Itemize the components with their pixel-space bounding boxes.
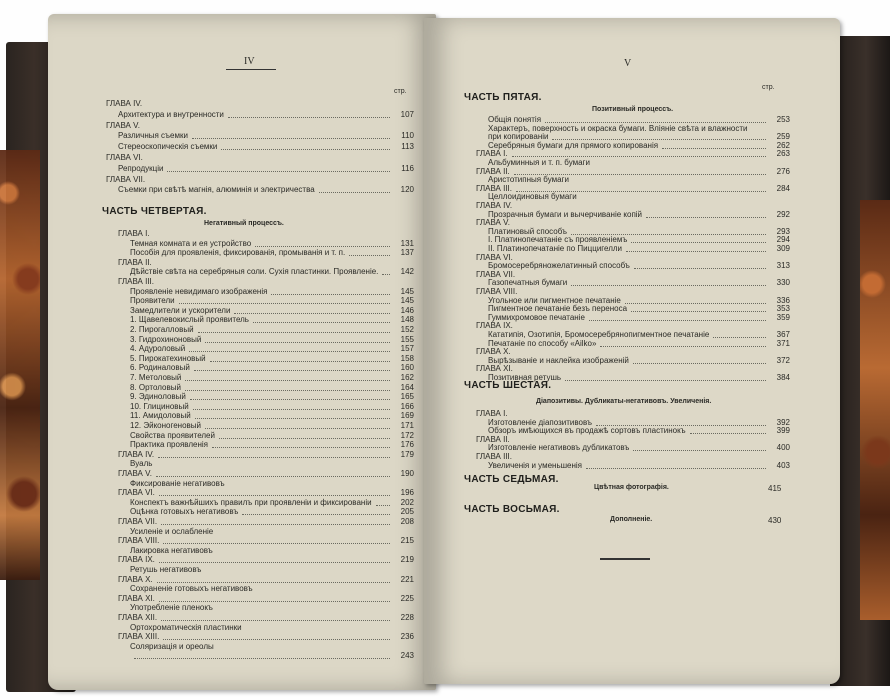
toc-leader-dots: [319, 186, 390, 193]
toc-row: [118, 566, 414, 576]
toc-leader-dots: [633, 357, 766, 364]
toc-leader-dots: [571, 279, 766, 286]
toc-entry-label: 11. Амидоловый: [130, 411, 191, 421]
part-six-heading: ЧАСТЬ ШЕСТАЯ.: [464, 380, 552, 391]
toc-entry-label: Свойства проявителей: [130, 430, 215, 440]
toc-chapter-label: ГЛАВА III.: [476, 452, 512, 461]
marbled-edge-left: [0, 150, 40, 580]
toc-page-number: 142: [400, 267, 414, 277]
toc-page-number: 164: [400, 382, 414, 392]
toc-leader-dots: [205, 422, 390, 429]
toc-page-number: 171: [400, 421, 414, 430]
toc-chapter-label: ГЛАВА XI.: [118, 593, 155, 603]
toc-entry-label: Ортохроматическiя пластинки: [130, 622, 242, 632]
toc-chapter-label: ГЛАВА VIII.: [476, 287, 518, 296]
toc-row: [118, 643, 414, 653]
toc-leader-dots: [185, 384, 390, 391]
toc-chapter-label: ГЛАВА X.: [476, 347, 511, 357]
toc-chapter-label: ГЛАВА XIII.: [118, 632, 160, 642]
toc-page-number: 196: [400, 488, 414, 498]
toc-leader-dots: [571, 228, 766, 235]
part-seven-page: 415: [768, 484, 782, 493]
toc-page-number: 276: [776, 166, 790, 176]
marbled-edge-right: [860, 200, 890, 620]
toc-page-number: 372: [776, 355, 790, 365]
toc-chapter-label: ГЛАВА V.: [118, 469, 152, 478]
toc-entry-label: Обзоръ имѣющихся въ продажѣ сортовъ пластинокъ: [488, 426, 686, 436]
toc-entry-label: Изготовленiе негативовъ дубликатовъ: [488, 443, 630, 453]
toc-leader-dots: [514, 168, 766, 175]
toc-page-number: 179: [400, 449, 414, 459]
toc-entry-label: Соляризацiя и ореолы: [130, 641, 214, 651]
toc-row: [118, 547, 414, 557]
toc-entry-label: Пигментное печатанiе безъ переноса: [488, 304, 628, 314]
toc-leader-dots: [167, 165, 390, 172]
toc-page-number: 403: [776, 460, 790, 470]
toc-entry-label: при копированiи: [488, 132, 549, 142]
toc-chapter-label: ГЛАВА II.: [118, 257, 152, 267]
toc-row: [106, 143, 414, 153]
toc-page-number: 359: [776, 312, 790, 322]
toc-leader-dots: [193, 403, 390, 410]
toc-entry-label: Оцѣнка готовыхъ негативовъ: [130, 507, 239, 517]
toc-chapter-label: ГЛАВА VII.: [106, 174, 146, 184]
toc-entry-label: Общiя понятiя: [488, 115, 542, 124]
toc-entry-label: Проявители: [130, 296, 175, 306]
toc-row: [106, 111, 414, 121]
toc-leader-dots: [163, 537, 390, 544]
toc-leader-dots: [190, 393, 390, 400]
toc-page-number: 219: [400, 555, 414, 565]
toc-leader-dots: [189, 345, 390, 352]
toc-row: [118, 249, 414, 259]
toc-chapter-label: ГЛАВА I.: [476, 149, 508, 159]
toc-entry-label: Целлоидиновыя бумаги: [488, 192, 577, 202]
toc-chapter-label: ГЛАВА VI.: [106, 153, 143, 162]
toc-entry-label: Бромосеребряножелатинный способъ: [488, 261, 630, 271]
toc-page-number: 176: [400, 440, 414, 450]
toc-leader-dots: [552, 133, 766, 140]
toc-entry-label: Прозрачныя бумаги и вычерчиванiе копiй: [488, 209, 643, 219]
toc-leader-dots: [234, 307, 390, 314]
toc-row: [118, 441, 414, 451]
toc-page-number: 110: [401, 131, 414, 141]
toc-leader-dots: [134, 652, 390, 659]
toc-page-number: 145: [400, 286, 414, 296]
toc-leader-dots: [163, 633, 390, 640]
toc-leader-dots: [713, 331, 766, 338]
toc-page-number: 169: [400, 411, 414, 421]
toc-chapter-label: ГЛАВА VII.: [118, 517, 158, 526]
toc-leader-dots: [219, 432, 390, 439]
part-four-subheading: Негативный процессъ.: [204, 220, 284, 227]
toc-chapter-label: ГЛАВА XII.: [118, 613, 158, 622]
toc-chapter-label: ГЛАВА VII.: [476, 269, 516, 279]
toc-leader-dots: [631, 305, 766, 312]
toc-entry-label: Пособiя для проявленiя, фиксированiя, промыванiя и т. п.: [130, 248, 346, 258]
toc-chapter-label: ГЛАВА III.: [476, 183, 512, 193]
toc-chapter-label: ГЛАВА II.: [476, 166, 510, 176]
toc-row: [106, 122, 414, 132]
part-eight-heading: ЧАСТЬ ВОСЬМАЯ.: [464, 504, 560, 515]
toc-leader-dots: [646, 211, 766, 218]
toc-page-number: 113: [401, 142, 414, 152]
page-column-header: стр.: [394, 88, 407, 95]
toc-leader-dots: [253, 316, 390, 323]
toc-entry-label: Аристотипныя бумаги: [488, 175, 569, 185]
toc-page-number: 158: [400, 353, 414, 363]
toc-row: [118, 604, 414, 614]
toc-page-number: 160: [400, 363, 414, 373]
toc-page-number: 137: [400, 248, 414, 258]
toc-row: [118, 652, 414, 662]
toc-leader-dots: [161, 518, 390, 525]
toc-entry-label: Серебряныя бумаги для прямого копированiя: [488, 140, 659, 150]
toc-chapter-label: ГЛАВА IV.: [476, 201, 513, 210]
toc-leader-dots: [586, 462, 766, 469]
toc-row: [118, 268, 414, 278]
part-six-subheading: Дiапозитивы. Дубликаты-негативовъ. Увеличенiя.: [536, 398, 712, 405]
toc-leader-dots: [662, 142, 766, 149]
toc-page-number: 228: [400, 613, 414, 622]
toc-page-number: 263: [776, 149, 790, 159]
toc-page-number: 148: [400, 315, 414, 325]
toc-leader-dots: [210, 355, 390, 362]
toc-leader-dots: [271, 288, 390, 295]
part-four-heading: ЧАСТЬ ЧЕТВЕРТАЯ.: [102, 206, 207, 217]
toc-page-number: 284: [776, 183, 790, 193]
toc-page-number: 399: [776, 426, 790, 436]
toc-leader-dots: [221, 143, 390, 150]
toc-entry-label: Вуаль: [130, 459, 153, 469]
toc-page-number: 208: [400, 517, 414, 526]
toc-leader-dots: [633, 444, 766, 451]
toc-page-number: 294: [776, 235, 790, 245]
toc-chapter-label: ГЛАВА V.: [476, 218, 510, 228]
toc-page-number: 190: [400, 469, 414, 478]
toc-entry-label: Характеръ, поверхность и окраска бумаги. Влiянiе свѣта и влажности: [488, 123, 748, 133]
toc-chapter-label: ГЛАВА IX.: [476, 321, 513, 331]
toc-leader-dots: [195, 412, 390, 419]
toc-page-number: 205: [400, 507, 414, 517]
toc-entry-label: Сохраненiе готовыхъ негативовъ: [130, 584, 253, 594]
toc-entry-label: Гуммихромовое печатанiе: [488, 312, 585, 322]
toc-row: [106, 132, 414, 142]
toc-row: [106, 154, 414, 164]
left-page-number: IV: [244, 56, 255, 67]
part-eight-title: Дополненiе.: [610, 516, 653, 523]
toc-leader-dots: [158, 451, 390, 458]
toc-leader-dots: [185, 374, 390, 381]
toc-entry-label: Темная комната и ея устройство: [130, 238, 252, 248]
toc-row: [118, 480, 414, 490]
toc-entry-label: 6. Родиналовый: [130, 363, 190, 373]
toc-row: [118, 508, 414, 518]
toc-chapter-label: ГЛАВА I.: [118, 229, 150, 238]
toc-row: [118, 451, 414, 461]
toc-page-number: 225: [400, 593, 414, 603]
toc-chapter-label: ГЛАВА VI.: [476, 252, 513, 262]
toc-page-number: 293: [776, 226, 790, 236]
toc-page-number: 259: [776, 132, 790, 142]
toc-entry-label: Увеличенiя и уменьшенiя: [488, 460, 583, 470]
toc-leader-dots: [349, 249, 390, 256]
toc-entry-label: Газопечатныя бумаги: [488, 278, 568, 288]
toc-entry-label: II. Платинопечатанiе по Пиццигелли: [488, 244, 623, 253]
toc-chapter-label: ГЛАВА VIII.: [118, 536, 160, 546]
page-number-rule: [226, 69, 276, 70]
toc-leader-dots: [179, 297, 390, 304]
toc-entry-label: Фиксированiе негативовъ: [130, 478, 225, 488]
page-column-header: стр.: [762, 84, 775, 91]
toc-leader-dots: [625, 297, 766, 304]
toc-page-number: 165: [400, 392, 414, 402]
toc-leader-dots: [596, 419, 766, 426]
toc-leader-dots: [512, 150, 766, 157]
toc-entry-label: 7. Метоловый: [130, 373, 182, 382]
toc-entry-label: Конспектъ важнѣйшихъ правилъ при проявленiи и фиксированiи: [130, 497, 372, 507]
toc-page-number: 202: [400, 497, 414, 507]
toc-leader-dots: [255, 240, 390, 247]
toc-page-number: 367: [776, 330, 790, 339]
toc-leader-dots: [600, 340, 766, 347]
toc-entry-label: Различныя съемки: [118, 131, 188, 141]
toc-page-number: 236: [400, 632, 414, 642]
toc-page-number: 155: [400, 334, 414, 344]
toc-page-number: 371: [776, 338, 790, 348]
toc-leader-dots: [156, 470, 390, 477]
toc-entry-label: Репродукцiи: [118, 163, 164, 173]
toc-entry-label: Кататипiя, Озотипiя, Бромосеребрянопигментное печатанiе: [488, 330, 710, 339]
toc-row: [118, 585, 414, 595]
toc-chapter-label: ГЛАВА X.: [118, 574, 153, 584]
toc-entry-label: Проявленiе невидимаго изображенiя: [130, 286, 268, 296]
toc-entry-label: Ретушь негативовъ: [130, 565, 202, 574]
toc-entry-label: Альбуминныя и т. п. бумаги: [488, 158, 590, 167]
toc-leader-dots: [194, 364, 390, 371]
toc-row: [476, 462, 790, 472]
toc-leader-dots: [159, 556, 390, 563]
toc-page-number: 131: [400, 238, 414, 248]
toc-row: [106, 165, 414, 175]
toc-entry-label: 2. Пирогалловый: [130, 325, 194, 334]
toc-leader-dots: [382, 268, 390, 275]
toc-row: [106, 100, 414, 110]
toc-entry-label: Практика проявленiя: [130, 440, 208, 450]
toc-leader-dots: [634, 262, 766, 269]
toc-page-number: 120: [400, 185, 414, 195]
toc-page-number: 400: [776, 443, 790, 453]
toc-entry-label: Замедлители и ускорители: [130, 305, 231, 315]
toc-leader-dots: [228, 111, 390, 118]
toc-leader-dots: [376, 499, 390, 506]
toc-row: [118, 528, 414, 538]
toc-entry-label: Позитивная ретушь: [488, 373, 562, 382]
toc-entry-label: 12. Эйконогеновый: [130, 421, 201, 430]
toc-leader-dots: [690, 427, 766, 434]
toc-entry-label: Усиленiе и ослабленiе: [130, 526, 214, 536]
toc-entry-label: 1. Щавелевокислый проявитель: [130, 315, 249, 325]
part-five-heading: ЧАСТЬ ПЯТАЯ.: [464, 92, 542, 103]
toc-entry-label: I. Платинопечатанiе съ проявленiемъ: [488, 235, 628, 245]
toc-entry-label: 8. Ортоловый: [130, 382, 181, 392]
toc-chapter-label: ГЛАВА V.: [106, 120, 140, 130]
toc-entry-label: Съемки при свѣтѣ магнiя, алюминiя и электричества: [118, 185, 315, 195]
right-page-number: V: [624, 58, 632, 69]
toc-entry-label: Изготовленiе дiапозитивовъ: [488, 417, 592, 427]
toc-chapter-label: ГЛАВА IV.: [118, 449, 155, 459]
toc-page-number: 353: [776, 304, 790, 314]
toc-page-number: 309: [776, 244, 790, 253]
toc-chapter-label: ГЛАВА IV.: [106, 99, 143, 108]
toc-chapter-label: ГЛАВА III.: [118, 277, 154, 286]
toc-entry-label: Дѣйствiе свѣта на серебряныя соли. Сухiя пластинки. Проявленiе.: [130, 267, 379, 277]
toc-chapter-label: ГЛАВА VI.: [118, 488, 155, 498]
toc-leader-dots: [198, 326, 390, 333]
toc-chapter-label: ГЛАВА I.: [476, 409, 508, 418]
toc-page-number: 146: [400, 305, 414, 315]
toc-chapter-label: ГЛАВА IX.: [118, 555, 155, 565]
toc-page-number: 253: [776, 115, 790, 124]
toc-leader-dots: [589, 314, 766, 321]
toc-page-number: 221: [400, 574, 414, 584]
toc-page-number: 107: [400, 109, 414, 119]
toc-entry-label: Печатанiе по способу «Ailko»: [488, 338, 597, 348]
toc-entry-label: 3. Гидрохиноновый: [130, 334, 202, 344]
toc-leader-dots: [242, 508, 390, 515]
left-page: [48, 14, 436, 690]
part-seven-heading: ЧАСТЬ СЕДЬМАЯ.: [464, 474, 559, 485]
toc-leader-dots: [157, 576, 390, 583]
toc-leader-dots: [161, 614, 390, 621]
toc-chapter-label: ГЛАВА XI.: [476, 364, 513, 374]
toc-page-number: 215: [400, 536, 414, 546]
toc-page-number: 392: [776, 417, 790, 427]
toc-page-number: 166: [400, 401, 414, 411]
toc-entry-label: 9. Эдиноловый: [130, 392, 186, 402]
toc-entry-label: Платиновый способъ: [488, 226, 568, 236]
toc-page-number: 162: [400, 373, 414, 382]
toc-entry-label: Вырѣзыванiе и наклейка изображенiй: [488, 355, 629, 365]
right-page: [424, 18, 840, 684]
toc-entry-label: Угольное или пигментное печатанiе: [488, 295, 621, 305]
toc-row: [118, 624, 414, 634]
toc-page-number: 292: [776, 209, 790, 219]
toc-page-number: 336: [776, 295, 790, 305]
toc-page-number: 157: [400, 344, 414, 354]
toc-row: [106, 176, 414, 186]
toc-entry-label: 5. Пирокатехиновый: [130, 353, 206, 363]
part-eight-page: 430: [768, 516, 782, 525]
toc-page-number: 116: [401, 163, 414, 173]
toc-entry-label: Употребленiе пленокъ: [130, 603, 213, 613]
toc-page-number: 262: [776, 140, 790, 150]
closing-rule: [600, 558, 650, 560]
toc-leader-dots: [205, 336, 390, 343]
toc-leader-dots: [159, 489, 390, 496]
toc-entry-label: 4. Адуроловый: [130, 344, 186, 354]
toc-entry-label: Стереоскопическiя съемки: [118, 142, 218, 152]
toc-leader-dots: [631, 236, 766, 243]
toc-page-number: 330: [776, 278, 790, 288]
toc-page-number: 145: [400, 296, 414, 306]
part-seven-title: Цвѣтная фотографiя.: [594, 484, 669, 491]
toc-leader-dots: [626, 245, 766, 252]
toc-chapter-label: ГЛАВА II.: [476, 434, 510, 444]
toc-leader-dots: [565, 374, 766, 381]
part-five-subheading: Позитивный процессъ.: [592, 106, 674, 113]
toc-entry-label: Архитектура и внутренности: [118, 109, 224, 119]
toc-row: [118, 460, 414, 470]
toc-row: [106, 186, 414, 196]
toc-page-number: 172: [400, 430, 414, 440]
toc-page-number: 384: [776, 373, 790, 382]
toc-leader-dots: [192, 132, 390, 139]
toc-leader-dots: [516, 185, 766, 192]
toc-leader-dots: [159, 595, 390, 602]
toc-leader-dots: [212, 441, 390, 448]
toc-leader-dots: [545, 116, 766, 123]
toc-entry-label: Лакировка негативовъ: [130, 545, 213, 555]
toc-page-number: 313: [776, 261, 790, 271]
toc-entry-label: 10. Глициновый: [130, 401, 189, 411]
toc-page-number: 243: [400, 651, 414, 661]
toc-page-number: 152: [400, 325, 414, 334]
